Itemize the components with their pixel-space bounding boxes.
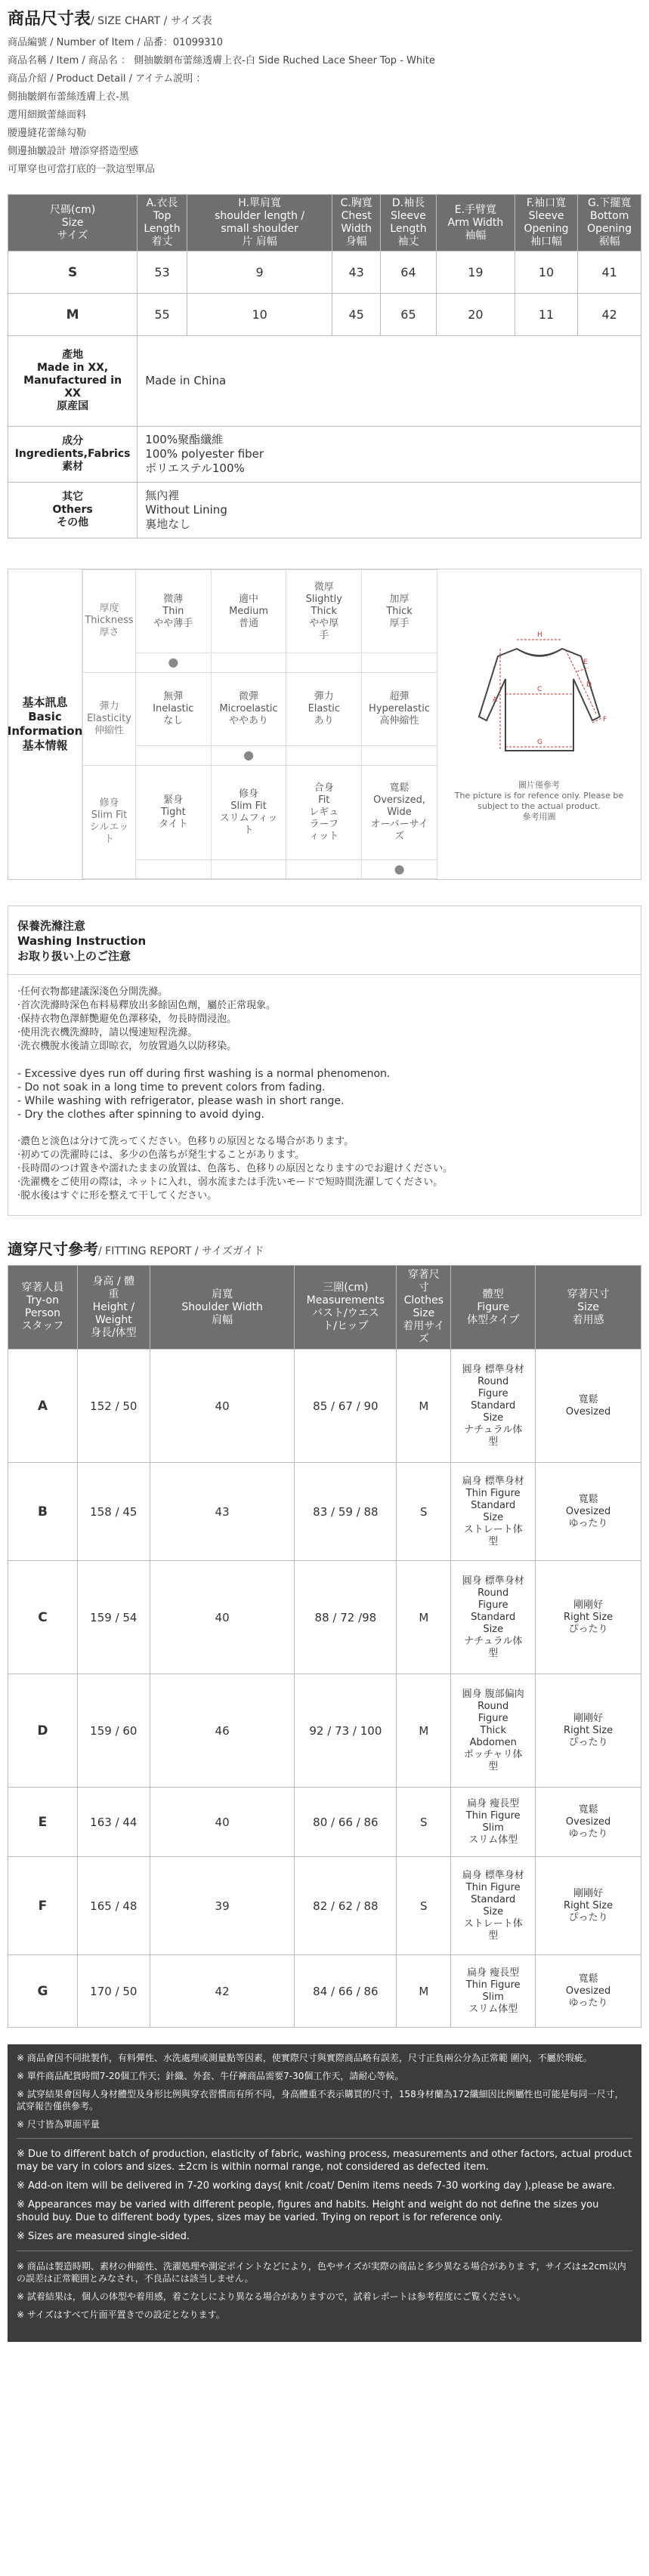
table-cell: S: [397, 1857, 451, 1955]
washing-title-ja: お取り扱い上のご注意: [17, 949, 131, 963]
note-ja: ※ 試着結果は，個人の体型や着用感，着こなしにより異なる場合がありますので，試着レポートは参考程度にご覧ください。: [17, 2291, 526, 2302]
size-chart-table: [8, 194, 641, 538]
note-zh: ※ 試穿結果會因每人身材體型及身形比例與穿衣習慣而有所不同，身高體重不表示購買的尺寸，158身材蘭為172纖細因比例屬性也可能是每同一尺寸，試穿報告僅供參考。: [17, 2089, 624, 2112]
table-cell: S: [397, 1788, 451, 1857]
washing-line-zh: ‧首次洗滌時深色布料易釋放出多餘固色劑，屬於正常現象。: [17, 1000, 277, 1011]
table-cell: 10: [187, 294, 332, 336]
option-cell: 彈力 Elastic あり: [286, 672, 362, 745]
empty-mark: [362, 746, 437, 765]
empty-mark: [211, 653, 286, 672]
washing-line-ja: ‧初めての洗濯時には、多少の色落ちが発生することがあります。: [17, 1149, 305, 1161]
table-cell: 159 / 54: [77, 1561, 150, 1674]
note-en: ※ Sizes are measured single-sided.: [17, 2231, 190, 2242]
column-header: C.胸寬 Chest Width 身幅: [332, 195, 381, 251]
person-cell: F: [8, 1857, 78, 1955]
table-cell: 92 / 73 / 100: [295, 1674, 397, 1788]
table-cell: 39: [150, 1857, 295, 1955]
washing-line-ja: ‧洗濯機をご使用の際は，ネットに入れ，弱水流または手洗いモードで短時間洗濯してください。: [17, 1177, 443, 1188]
washing-line-ja: ‧濃色と淡色は分けて洗ってください。色移りの原因となる場合があります。: [17, 1136, 354, 1147]
diagram-caption: 圖片僅參考 The picture is for refence only. Please be subject to the actual product. 參考用圖: [454, 780, 624, 822]
figure-cell: 圓身 標準身材 Round Figure Standard Size ナチュラル体 型: [451, 1561, 536, 1674]
note-en: ※ Appearances may be varied with different people, figures and habits. Height and weight do not define the sizes you should buy. Due to different body types, sizes may be varied. Trying on report is for reference only.: [17, 2199, 599, 2223]
column-header: 三圍(cm) Measurements バスト/ウエス ト/ヒップ: [295, 1266, 397, 1350]
column-header: 尺碼(cm) Size サイズ: [8, 195, 138, 251]
fit-label: 修身 Slim Fit シルエッ ト: [83, 765, 136, 879]
size-chart-title: 商品尺寸表: [8, 10, 91, 29]
column-header: 穿著尺寸 Size 着用感: [536, 1266, 641, 1350]
option-cell: 修身 Slim Fit スリムフィッ ト: [211, 765, 286, 859]
fitting-row: [8, 1350, 641, 1463]
fitting-table: [8, 1265, 641, 2028]
info-line: 商品編號 / Number of Item / 品番：01099310: [8, 37, 224, 48]
notes-panel: [8, 2044, 641, 2342]
basic-info-panel: [8, 569, 641, 880]
diagram-letter-e: E: [583, 659, 588, 666]
table-cell: 165 / 48: [77, 1857, 150, 1955]
fit-cell: 寬鬆 Ovesized ゆったり: [536, 1955, 641, 2028]
table-cell: 43: [332, 251, 381, 294]
column-header: 身高 / 體 重 Height / Weight 身長/体型: [77, 1266, 150, 1350]
table-cell: 10: [515, 251, 578, 294]
others-label: 其它 Others その他: [8, 483, 138, 538]
table-cell: 170 / 50: [77, 1955, 150, 2028]
table-cell: 65: [380, 294, 436, 336]
note-zh: ※ 單件商品配貨時間7-20個工作天；針織、外套、牛仔褲商品需要7-30個工作天，請耐心等候。: [17, 2071, 404, 2081]
option-cell: 緊身 Tight タイト: [135, 765, 211, 859]
fit-cell: 寬鬆 Ovesized: [536, 1350, 641, 1463]
table-cell: 158 / 45: [77, 1463, 150, 1561]
washing-line-ja: ‧長時間のつけ置きや濡れたままの放置は、色落ち、色移りの原因となりますのでお避けください。: [17, 1163, 453, 1174]
origin-label: 產地 Made in XX, Manufactured in XX 原産国: [8, 336, 138, 427]
empty-mark: [286, 859, 362, 878]
basic-info-label: 基本訊息 Basic Information 基本情報: [8, 569, 82, 879]
column-header: 體型 Figure 体型タイプ: [451, 1266, 536, 1350]
figure-cell: 扁身 標準身材 Thin Figure Standard Size ストレート体 型: [451, 1463, 536, 1561]
thickness-label: 厚度 Thickness 厚さ: [83, 570, 136, 673]
washing-body: [8, 975, 641, 1215]
elasticity-label: 彈力 Elasticity 伸縮性: [83, 672, 136, 765]
info-line: 商品介紹 / Product Detail / アイテム説明 ：: [8, 73, 206, 85]
table-cell: 43: [150, 1463, 295, 1561]
washing-line-en: - While washing with refrigerator, please wash in short range.: [17, 1095, 345, 1107]
size-chart-subtitle: / SIZE CHART / サイズ表: [91, 15, 212, 27]
option-cell: 無彈 Inelastic なし: [135, 672, 211, 745]
person-cell: C: [8, 1561, 78, 1674]
figure-cell: 扁身 瘦長型 Thin Figure Slim スリム体型: [451, 1788, 536, 1857]
info-line: 可單穿也可當打底的一款這型單品: [8, 164, 156, 175]
table-cell: 9: [187, 251, 332, 294]
sweater-diagram-icon: [464, 626, 615, 770]
thickness-row: [83, 570, 437, 653]
column-header: H.單肩寬 shoulder length / small shoulder 片 肩幅: [187, 195, 332, 251]
others-row: [8, 483, 641, 538]
person-cell: B: [8, 1463, 78, 1561]
table-cell: 159 / 60: [77, 1674, 150, 1788]
column-header: 穿著人員 Try-on Person スタッフ: [8, 1266, 78, 1350]
figure-cell: 扁身 瘦長型 Thin Figure Slim スリム体型: [451, 1955, 536, 2028]
note-zh: ※ 商品會因不同批製作，有料彈性、水洗處理或測量點等因素，使實際尺寸與實際商品略有誤差，尺寸正負兩公分為正常範 圍內，不屬於瑕疵。: [17, 2053, 592, 2063]
person-cell: D: [8, 1674, 78, 1788]
fit-marks: [83, 859, 437, 878]
column-header: A.衣長 Top Length 着丈: [138, 195, 187, 251]
washing-line-zh: ‧洗衣機脫水後請立即晾衣，勿放置過久以防移染。: [17, 1041, 237, 1052]
column-header: E.手臂寬 Arm Width 袖幅: [437, 195, 515, 251]
table-cell: M: [397, 1955, 451, 2028]
option-cell: 超彈 Hyperelastic 高伸縮性: [362, 672, 437, 745]
note-ja: ※ サイズはすべて片面平置きでの設定となります。: [17, 2309, 225, 2320]
fitting-title: [8, 1237, 641, 1259]
figure-cell: 圓身 標準身材 Round Figure Standard Size ナチュラル体 型: [451, 1350, 536, 1463]
size-chart-header-row: [8, 195, 641, 251]
person-cell: A: [8, 1350, 78, 1463]
fitting-row: [8, 1788, 641, 1857]
table-cell: 40: [150, 1350, 295, 1463]
table-cell: 80 / 66 / 86: [295, 1788, 397, 1857]
table-cell: 152 / 50: [77, 1350, 150, 1463]
table-cell: 40: [150, 1561, 295, 1674]
table-cell: 85 / 67 / 90: [295, 1350, 397, 1463]
diagram-letter-f: F: [602, 716, 607, 723]
origin-row: [8, 336, 641, 427]
table-cell: 45: [332, 294, 381, 336]
table-cell: 82 / 62 / 88: [295, 1857, 397, 1955]
garment-diagram: [437, 569, 641, 879]
washing-line-ja: ‧脱水後はすぐに形を整えて干してください。: [17, 1190, 218, 1202]
info-line: 側邊抽皺設計 增添穿搭造型感: [8, 146, 139, 157]
size-cell: S: [8, 251, 138, 294]
washing-title-en: Washing Instruction: [17, 934, 147, 948]
table-cell: 20: [437, 294, 515, 336]
table-cell: 46: [150, 1674, 295, 1788]
option-cell: 寬鬆 Oversized, Wide オーバーサイ ズ: [362, 765, 437, 859]
table-row: [8, 294, 641, 336]
option-cell: 適中 Medium 普通: [211, 570, 286, 653]
thickness-marks: [83, 653, 437, 672]
washing-title-zh: 保養洗滌注意: [17, 919, 86, 933]
header: [8, 0, 641, 179]
note-ja: ※ 商品は製造時期、素材の伸縮性、洗濯処理や測定ポイントなどにより，色やサイズが実際の商品と多少異なる場合がありま す，サイズは±2cm以内の誤差は正常範囲とみなされ，不良品には該当しません。: [17, 2261, 626, 2284]
info-line: 腰邊縫花蕾絲勾勒: [8, 128, 87, 139]
washing-instructions: [8, 905, 641, 1216]
empty-mark: [135, 859, 211, 878]
fitting-title-main: 適穿尺寸參考: [8, 1240, 98, 1258]
table-cell: M: [397, 1674, 451, 1788]
column-header: F.袖口寬 Sleeve Opening 袖口幅: [515, 195, 578, 251]
selected-mark: ●: [362, 859, 437, 878]
elasticity-marks: [83, 746, 437, 765]
fabric-label: 成分 Ingredients,Fabrics 素材: [8, 427, 138, 483]
product-info: [8, 34, 641, 179]
empty-mark: [135, 746, 211, 765]
origin-value: Made in China: [138, 336, 641, 427]
washing-line-zh: ‧使用洗衣機洗滌時，請以慢速短程洗滌。: [17, 1027, 198, 1038]
fit-cell: 剛剛好 Right Size ぴったり: [536, 1674, 641, 1788]
diagram-letter-g: G: [536, 739, 542, 746]
fitting-row: [8, 1955, 641, 2028]
fabric-row: [8, 427, 641, 483]
table-cell: 84 / 66 / 86: [295, 1955, 397, 2028]
washing-line-zh: ‧保持衣物色澤鮮艷避免色澤移染，勿長時間浸泡。: [17, 1013, 237, 1025]
note-zh: ※ 尺寸皆為單面平量: [17, 2119, 100, 2130]
info-line: 側抽皺網布蕾絲透膚上衣-黑: [8, 91, 129, 103]
elasticity-row: [83, 672, 437, 745]
size-cell: M: [8, 294, 138, 336]
person-cell: G: [8, 1955, 78, 2028]
column-header: D.袖長 Sleeve Length 袖丈: [380, 195, 436, 251]
selected-mark: ●: [211, 746, 286, 765]
option-cell: 加厚 Thick 厚手: [362, 570, 437, 653]
column-header: 肩寬 Shoulder Width 肩幅: [150, 1266, 295, 1350]
diagram-letter-h: H: [536, 631, 542, 639]
fitting-row: [8, 1463, 641, 1561]
option-cell: 合身 Fit レギュ ラーフ ィット: [286, 765, 362, 859]
fitting-row: [8, 1674, 641, 1788]
empty-mark: [211, 859, 286, 878]
diagram-letter-a: A: [492, 696, 497, 704]
basic-info-grid: [82, 569, 437, 879]
fitting-row: [8, 1561, 641, 1674]
table-cell: 64: [380, 251, 436, 294]
washing-line-en: - Dry the clothes after spinning to avoid dying.: [17, 1109, 264, 1121]
option-cell: 微厚 Slightly Thick やや厚 手: [286, 570, 362, 653]
selected-mark: ●: [135, 653, 211, 672]
column-header: G.下擺寬 Bottom Opening 裾幅: [578, 195, 641, 251]
table-cell: 11: [515, 294, 578, 336]
table-cell: S: [397, 1463, 451, 1561]
table-cell: 19: [437, 251, 515, 294]
fitting-header-row: [8, 1266, 641, 1350]
note-en: ※ Due to different batch of production, elasticity of fabric, washing process, measurements and other factors, actual product may be vary in colors and sizes. ±2cm is within normal range, not considered as defected item.: [17, 2149, 632, 2173]
figure-cell: 圓身 腹部偏肉 Round Figure Thick Abdomen ポッチャリ体 型: [451, 1674, 536, 1788]
option-cell: 微彈 Microelastic ややあり: [211, 672, 286, 745]
fit-row: [83, 765, 437, 859]
info-line: 選用細緻蕾絲面料: [8, 110, 87, 121]
washing-title: [8, 906, 641, 975]
table-cell: 83 / 59 / 88: [295, 1463, 397, 1561]
table-cell: 163 / 44: [77, 1788, 150, 1857]
note-en: ※ Add-on item will be delivered in 7-20 working days( knit /coat/ Denim items needs 7-30 working day ),please be aware.: [17, 2180, 616, 2192]
table-cell: 53: [138, 251, 187, 294]
column-header: 穿著尺 寸 Clothes Size 着用サイ ズ: [397, 1266, 451, 1350]
table-cell: 88 / 72 /98: [295, 1561, 397, 1674]
figure-cell: 扁身 標準身材 Thin Figure Standard Size ストレート体 型: [451, 1857, 536, 1955]
empty-mark: [286, 653, 362, 672]
fit-cell: 寬鬆 Ovesized ゆったり: [536, 1788, 641, 1857]
fitting-row: [8, 1857, 641, 1955]
table-cell: M: [397, 1561, 451, 1674]
table-row: [8, 251, 641, 294]
table-cell: 55: [138, 294, 187, 336]
table-cell: 40: [150, 1788, 295, 1857]
table-cell: 41: [578, 251, 641, 294]
diagram-letter-c: C: [536, 686, 542, 693]
fit-cell: 剛剛好 Right Size ぴったり: [536, 1561, 641, 1674]
table-cell: 42: [578, 294, 641, 336]
table-cell: M: [397, 1350, 451, 1463]
washing-line-en: - Excessive dyes run off during first washing is a normal phenomenon.: [17, 1068, 391, 1080]
fabric-value: 100%聚酯纖維 100% polyester fiber ポリエステル100%: [138, 427, 641, 483]
fitting-title-sub: / FITTING REPORT / サイズガイド: [98, 1245, 264, 1257]
fit-cell: 寬鬆 Ovesized ゆったり: [536, 1463, 641, 1561]
page-title: [8, 6, 641, 29]
table-cell: 42: [150, 1955, 295, 2028]
empty-mark: [286, 746, 362, 765]
empty-mark: [362, 653, 437, 672]
fit-cell: 剛剛好 Right Size ぴったり: [536, 1857, 641, 1955]
person-cell: E: [8, 1788, 78, 1857]
info-line: 商品名稱 / Item / 商品名 ： 側抽皺網布蕾絲透膚上衣-白 Side Ruched Lace Sheer Top - White: [8, 55, 435, 66]
others-value: 無內裡 Without Lining 裏地なし: [138, 483, 641, 538]
option-cell: 微薄 Thin やや薄手: [135, 570, 211, 653]
diagram-letter-d: D: [586, 681, 592, 689]
washing-line-en: - Do not soak in a long time to prevent colors from fading.: [17, 1081, 326, 1094]
washing-line-zh: ‧任何衣物都建議深淺色分開洗滌。: [17, 986, 168, 998]
